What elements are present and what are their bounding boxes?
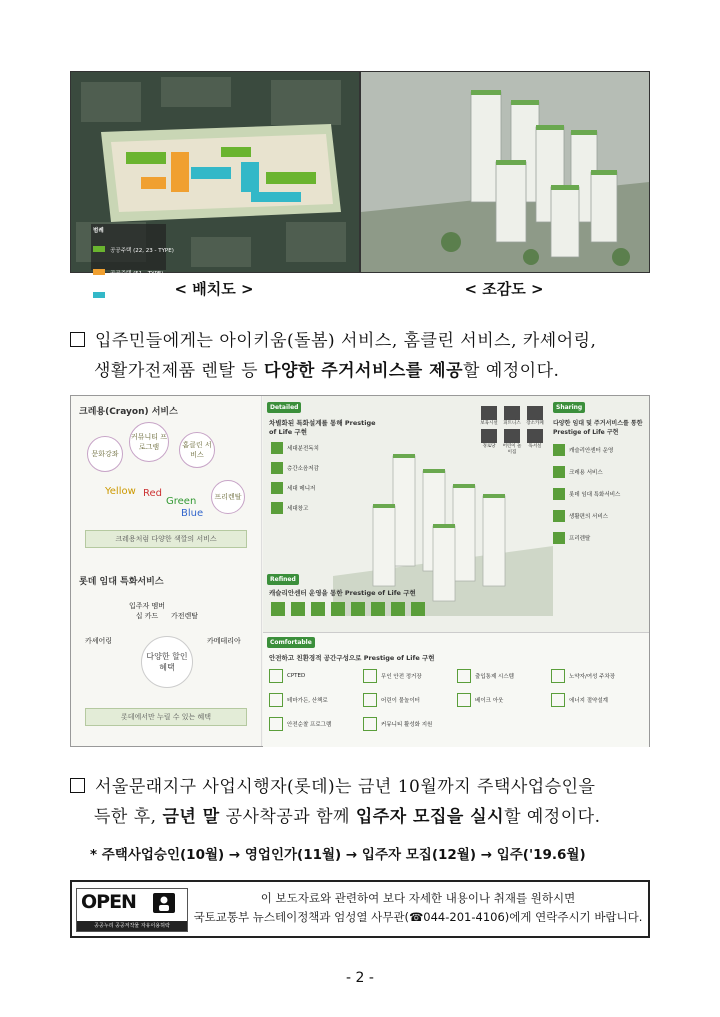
facility-icon [527, 406, 543, 420]
feature-icon [269, 717, 283, 731]
comfortable-item [457, 669, 551, 683]
contact-line: 국토교통부 뉴스테이정책과 엄성열 사무관(☎044-201-4106)에게 연락주시기 바랍니다. [193, 910, 643, 924]
comfortable-grid [269, 669, 645, 731]
service-icon [553, 510, 565, 522]
service-icon [553, 488, 565, 500]
lotte-item: 입주자 멤버십 카드 [128, 602, 166, 620]
paragraph-schedule [70, 772, 670, 832]
refined-icon [291, 602, 305, 616]
lotte-title: 롯데 임대 특화서비스 [79, 577, 164, 587]
paragraph-line: 입주민들에게는 아이키움(돌봄) 서비스, 홈클린 서비스, 카셰어링, [95, 331, 597, 351]
comfortable-section [263, 632, 649, 747]
crayon-letter: Blue [181, 508, 204, 519]
comfortable-tag: Comfortable [267, 637, 315, 648]
service-icon [553, 532, 565, 544]
comfortable-title: 안전하고 친환경적 공간구성으로 Prestige of Life 구현 [269, 654, 435, 662]
refined-tag: Refined [267, 574, 299, 585]
detailed-title: 차별화된 특화설계를 통해 Prestige of Life 구현 [269, 419, 376, 436]
facility-label: 어린이 놀이집 [502, 444, 522, 455]
crayon-circle: 커뮤니티 프로그램 [129, 422, 169, 462]
right-panel [263, 396, 649, 746]
left-panel [71, 396, 262, 746]
refined-icons [271, 602, 425, 616]
legend-label: 공공주택 (22, 23 - TYPE) [110, 248, 174, 254]
paragraph-emphasis: 다양한 주거서비스를 제공 [264, 361, 463, 381]
refined-icon [311, 602, 325, 616]
service-label: 생활편의 서비스 [569, 514, 608, 520]
paragraph-text: 할 예정이다. [463, 361, 560, 381]
lotte-banner: 롯데에서만 누릴 수 있는 혜택 [85, 708, 247, 726]
aerial-caption: < 조감도 > [464, 280, 544, 298]
feature-icon [271, 502, 283, 514]
feature-icon [551, 669, 565, 683]
service-label: 크레용 서비스 [569, 470, 603, 476]
comfortable-item [551, 693, 645, 707]
checkbox-bullet-icon [70, 332, 85, 347]
open-logo-subtitle: 공공누리 공공저작물 자유이용허락 [77, 921, 187, 931]
detailed-item [271, 482, 361, 494]
paragraph-text: 공사착공과 함께 [219, 807, 356, 827]
feature-icon [271, 482, 283, 494]
sharing-icon-cell [479, 406, 499, 426]
service-icon [553, 444, 565, 456]
service-label: 롯데 임대 특화서비스 [569, 492, 621, 498]
sharing-icons [479, 406, 549, 455]
refined-icon [371, 602, 385, 616]
paragraph-emphasis: 입주자 모집을 실시 [355, 807, 505, 827]
comfortable-item [363, 717, 457, 731]
feature-label: 출입통제 시스템 [475, 674, 514, 680]
sharing-item [553, 466, 645, 478]
lotte-center-circle: 다양한 할인 혜택 [141, 636, 193, 688]
legend-row [93, 237, 174, 256]
detailed-item [271, 442, 361, 454]
open-logo-text: OPEN [81, 891, 136, 913]
feature-icon [271, 462, 283, 474]
service-icon [553, 466, 565, 478]
crayon-circle: 프리렌탈 [211, 480, 245, 514]
feature-label: 어린이 물놀이터 [381, 698, 420, 704]
feature-label: 테마가든, 산책로 [287, 698, 328, 704]
sharing-item [553, 532, 645, 544]
refined-icon [391, 602, 405, 616]
feature-label: 노약자/여성 주차장 [569, 674, 616, 680]
crayon-title: 크레용(Crayon) 서비스 [79, 407, 178, 417]
feature-icon [363, 717, 377, 731]
feature-label: 세대창고 [287, 506, 309, 512]
crayon-circle: 문화강좌 [87, 436, 123, 472]
feature-label: 층간소음저감 [287, 466, 319, 472]
comfortable-item [363, 693, 457, 707]
refined-icon [271, 602, 285, 616]
crayon-letter: Red [143, 488, 162, 499]
detailed-list [271, 442, 361, 522]
contact-line: 이 보도자료와 관련하여 보다 자세한 내용이나 취재를 원하시면 [260, 891, 576, 905]
facility-icon [481, 429, 497, 443]
facility-icon [527, 429, 543, 443]
sharing-title: 다양한 임대 및 주거서비스를 통한 Prestige of Life 구현 [553, 420, 643, 436]
refined-title: 캐슬리안센터 운영을 통한 Prestige of Life 구현 [269, 589, 416, 597]
facility-label: 독서실 [528, 444, 542, 449]
contact-box [70, 880, 650, 938]
feature-label: 세대분전독치 [287, 446, 319, 452]
paragraph-services [70, 326, 670, 386]
detailed-tag: Detailed [267, 402, 301, 413]
feature-icon [271, 442, 283, 454]
lotte-item: 카셰어링 [85, 637, 113, 645]
feature-label: 무인 안전 정거장 [381, 674, 422, 680]
feature-label: CPTED [287, 673, 306, 679]
open-license-logo [76, 888, 188, 932]
comfortable-item [269, 717, 363, 731]
feature-icon [269, 693, 283, 707]
sharing-icon-cell [502, 406, 522, 426]
facility-label: 경로당 [482, 444, 496, 449]
detailed-item [271, 462, 361, 474]
legend-label: 공공주택 (59 - TYPE) [110, 294, 164, 300]
paragraph-text: 득한 후, [94, 807, 163, 827]
feature-icon [363, 669, 377, 683]
crayon-circle: 홈클린 서비스 [179, 432, 215, 468]
contact-text [192, 889, 644, 927]
service-label: 프리렌탈 [569, 536, 591, 542]
attribution-icon [153, 893, 175, 913]
feature-icon [269, 669, 283, 683]
crayon-letter: Yellow [105, 486, 136, 497]
sharing-item [553, 488, 645, 500]
refined-icon [331, 602, 345, 616]
sharing-item [553, 510, 645, 522]
feature-icon [363, 693, 377, 707]
sharing-list [553, 444, 645, 554]
feature-label: 에너지 절약설계 [569, 698, 608, 704]
facility-label: 피트니스 [503, 421, 521, 426]
aerial-view-graphic [361, 72, 649, 272]
crayon-letter: Green [166, 496, 197, 507]
legend-row [93, 260, 174, 279]
feature-label: 베이크 아웃 [475, 698, 504, 704]
facility-icon [504, 406, 520, 420]
detailed-item [271, 502, 361, 514]
legend-label: 공공주택 (51 - TYPE) [110, 271, 164, 277]
refined-icon [351, 602, 365, 616]
feature-icon [551, 693, 565, 707]
sharing-tag: Sharing [553, 402, 585, 413]
refined-icon [411, 602, 425, 616]
paragraph-text: 할 예정이다. [504, 807, 601, 827]
sharing-icon-cell [479, 429, 499, 455]
legend-title: 범례 [93, 228, 104, 234]
paragraph-text: 생활가전제품 렌탈 등 [94, 361, 265, 381]
lotte-item: 카메테리아 [207, 637, 241, 645]
schedule-note: * 주택사업승인(10월) → 영업인가(11월) → 입주자 모집(12월) → 입주('19.6월) [90, 847, 586, 863]
page-number: - 2 - [346, 970, 374, 986]
aerial-view-image [360, 71, 650, 273]
paragraph-line: 서울문래지구 사업시행자(롯데)는 금년 10월까지 주택사업승인을 [95, 777, 596, 797]
comfortable-item [269, 669, 363, 683]
comfortable-item [551, 669, 645, 683]
feature-label: 안전순찰 프로그램 [287, 722, 332, 728]
facility-icon [481, 406, 497, 420]
site-plan-caption: < 배치도 > [174, 280, 254, 298]
services-infographic [70, 395, 650, 747]
feature-label: 세대 메니저 [287, 486, 316, 492]
crayon-banner: 크레용처럼 다양한 색깔의 서비스 [85, 530, 247, 548]
facility-icon [504, 429, 520, 443]
sharing-icon-cell [525, 429, 545, 455]
paragraph-emphasis: 금년 말 [162, 807, 220, 827]
feature-icon [457, 693, 471, 707]
comfortable-item [269, 693, 363, 707]
sharing-item [553, 444, 645, 456]
sharing-icon-cell [502, 429, 522, 455]
facility-label: 장소카페 [526, 421, 544, 426]
comfortable-item [457, 693, 551, 707]
service-label: 캐슬리안센터 운영 [569, 448, 614, 454]
lotte-item: 가전렌탈 [171, 612, 199, 620]
comfortable-item [363, 669, 457, 683]
facility-label: 보육시설 [480, 421, 498, 426]
checkbox-bullet-icon [70, 778, 85, 793]
feature-icon [457, 669, 471, 683]
sharing-icon-cell [525, 406, 545, 426]
feature-label: 커뮤니티 활성화 지원 [381, 722, 433, 728]
